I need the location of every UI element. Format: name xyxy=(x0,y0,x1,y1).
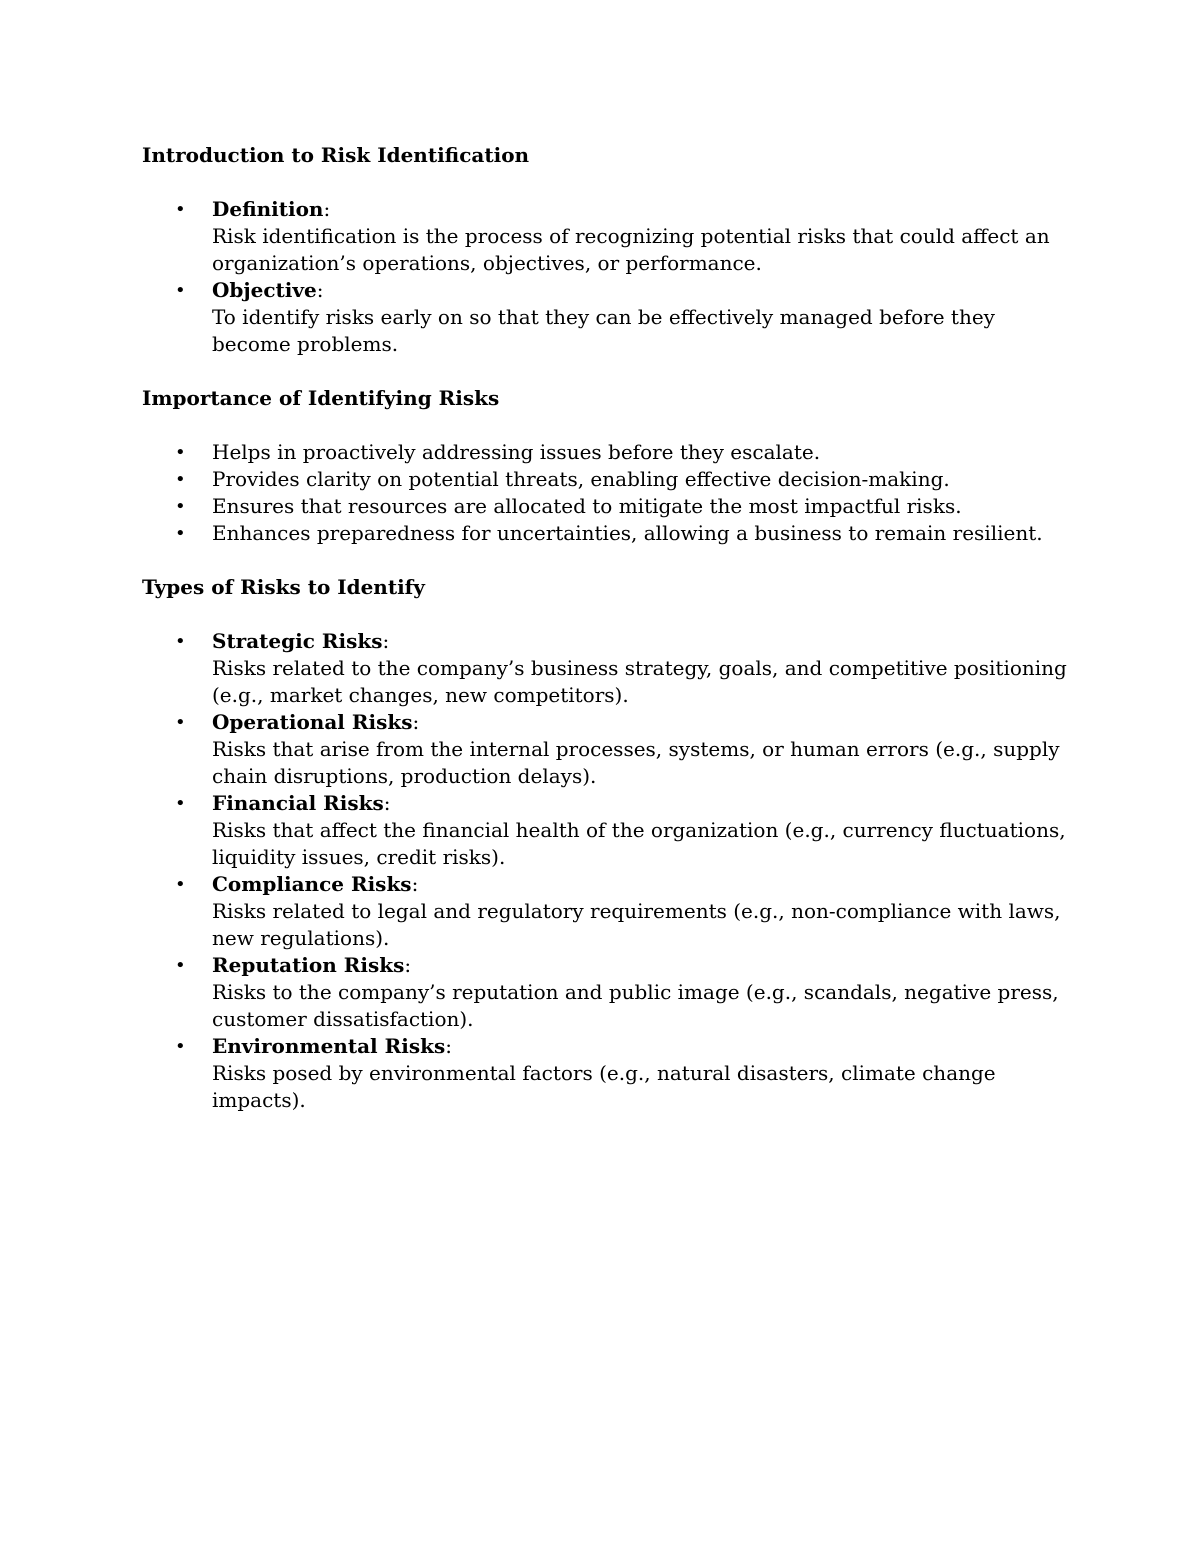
list-item-environmental-risks xyxy=(142,1033,1072,1114)
bullet-icon: • xyxy=(175,199,186,220)
term-environmental-risks: Environmental Risks xyxy=(212,1034,446,1058)
term-financial-risks: Financial Risks xyxy=(212,791,384,815)
colon: : xyxy=(382,629,390,653)
list-item-operational-risks xyxy=(142,709,1072,790)
section-heading-introduction: Introduction to Risk Identification xyxy=(142,143,530,167)
bullet-icon: • xyxy=(175,955,186,976)
list-item-text: Provides clarity on potential threats, enabling effective decision-making. xyxy=(212,467,950,491)
list-item xyxy=(142,493,1072,520)
colon: : xyxy=(411,872,419,896)
bullet-icon: • xyxy=(175,523,186,544)
term-compliance-risks: Compliance Risks xyxy=(212,872,412,896)
term-operational-risks: Operational Risks xyxy=(212,710,413,734)
list-item-text: Helps in proactively addressing issues before they escalate. xyxy=(212,440,821,464)
description-environmental-risks: Risks posed by environmental factors (e.g., natural disasters, climate change impacts). xyxy=(212,1061,996,1112)
document-page xyxy=(142,142,1072,1114)
description-financial-risks: Risks that affect the financial health of the organization (e.g., currency fluctuations, liquidity issues, credit risks). xyxy=(212,818,1066,869)
list-item-compliance-risks xyxy=(142,871,1072,952)
colon: : xyxy=(404,953,412,977)
list-item-strategic-risks xyxy=(142,628,1072,709)
bullet-icon: • xyxy=(175,631,186,652)
bullet-icon: • xyxy=(175,469,186,490)
description-compliance-risks: Risks related to legal and regulatory requirements (e.g., non-compliance with laws, new regulations). xyxy=(212,899,1061,950)
list-item-text: Enhances preparedness for uncertainties, allowing a business to remain resilient. xyxy=(212,521,1043,545)
list-item-reputation-risks xyxy=(142,952,1072,1033)
bullet-icon: • xyxy=(175,280,186,301)
risk-types-list xyxy=(142,628,1072,1114)
list-item-definition xyxy=(142,196,1072,277)
list-item-financial-risks xyxy=(142,790,1072,871)
list-item xyxy=(142,439,1072,466)
term-strategic-risks: Strategic Risks xyxy=(212,629,383,653)
bullet-icon: • xyxy=(175,442,186,463)
bullet-icon: • xyxy=(175,793,186,814)
term-reputation-risks: Reputation Risks xyxy=(212,953,405,977)
list-item-objective xyxy=(142,277,1072,358)
term-objective: Objective xyxy=(212,278,317,302)
colon: : xyxy=(316,278,324,302)
description-reputation-risks: Risks to the company’s reputation and public image (e.g., scandals, negative press, customer dissatisfaction). xyxy=(212,980,1059,1031)
bullet-icon: • xyxy=(175,496,186,517)
bullet-icon: • xyxy=(175,1036,186,1057)
bullet-icon: • xyxy=(175,712,186,733)
description-operational-risks: Risks that arise from the internal processes, systems, or human errors (e.g., supply chain disruptions, production delays). xyxy=(212,737,1060,788)
description-definition: Risk identification is the process of recognizing potential risks that could affect an organization’s operations, objectives, or performance. xyxy=(212,224,1050,275)
colon: : xyxy=(323,197,331,221)
term-definition: Definition xyxy=(212,197,324,221)
colon: : xyxy=(445,1034,452,1058)
colon: : xyxy=(412,710,420,734)
section-heading-types: Types of Risks to Identify xyxy=(142,575,425,599)
introduction-list xyxy=(142,196,1072,358)
description-strategic-risks: Risks related to the company’s business strategy, goals, and competitive positioning (e.g., market changes, new competitors). xyxy=(212,656,1067,707)
bullet-icon: • xyxy=(175,874,186,895)
section-heading-importance: Importance of Identifying Risks xyxy=(142,386,500,410)
list-item xyxy=(142,466,1072,493)
description-objective: To identify risks early on so that they can be effectively managed before they become problems. xyxy=(212,305,995,356)
list-item xyxy=(142,520,1072,547)
colon: : xyxy=(383,791,391,815)
importance-list xyxy=(142,439,1072,547)
list-item-text: Ensures that resources are allocated to mitigate the most impactful risks. xyxy=(212,494,962,518)
